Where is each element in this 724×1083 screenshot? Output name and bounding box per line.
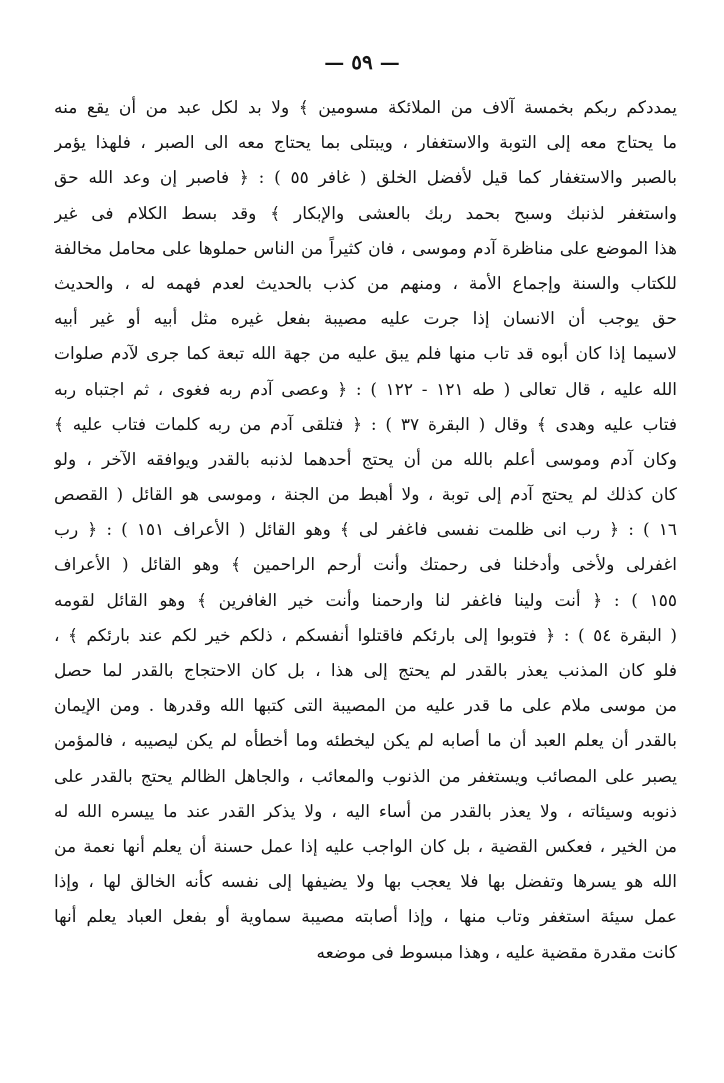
text-line: كان كذلك لم يحتج آدم إلى توبة ، ولا أهبط من الجنة ، وموسى هو القائل ( القصص bbox=[54, 485, 677, 506]
text-line: فتاب عليه وهدى ﴾ وقال ( البقرة ٣٧ ) : ﴿ فتلقى آدم من ربه كلمات فتاب عليه ﴾ bbox=[54, 414, 677, 435]
text-line: ذنوبه وسيئاته ، ولا يعذر بالقدر من أساء اليه ، ولا يذكر القدر عند ما ييسره الله له bbox=[54, 801, 677, 822]
text-line: يصبر على المصائب ويستغفر من الذنوب والمعائب ، والجاهل الظالم يحتج بالقدر على bbox=[54, 766, 677, 787]
text-line: ١٦ ) : ﴿ رب انى ظلمت نفسى فاغفر لى ﴾ وهو القائل ( الأعراف ١٥١ ) : ﴿ رب bbox=[54, 520, 677, 541]
text-line: وكان آدم وموسى أعلم بالله من أن يحتج أحدهما لذنبه بالقدر ويوافقه الآخر ، ولو bbox=[54, 449, 677, 470]
text-line: من موسى ملام على ما قدر عليه من المصيبة التى كتبها الله وقدرها . ومن الإيمان bbox=[54, 696, 677, 717]
page-number: — ٥٩ — bbox=[324, 50, 400, 74]
text-line: لاسيما إذا كان أبوه قد تاب منها فلم يبق عليه من جهة الله تبعة كما جرى لآدم صلوات bbox=[54, 344, 677, 365]
text-line: بالقدر أن يعلم العبد أن ما أصابه لم يكن ليخطئه وما أخطأه لم يكن ليصيبه ، فالمؤمن bbox=[54, 731, 677, 752]
text-line: للكتاب والسنة وإجماع الأمة ، ومنهم من كذب بالحديث لعدم فهمه له ، والحديث bbox=[54, 273, 677, 294]
text-line: اغفرلى ولأخى وأدخلنا فى رحمتك وأنت أرحم الراحمين ﴾ وهو القائل ( الأعراف bbox=[54, 555, 677, 576]
text-line: ١٥٥ ) : ﴿ أنت ولينا فاغفر لنا وارحمنا وأنت خير الغافرين ﴾ وهو القائل لقومه bbox=[54, 590, 677, 611]
text-line: واستغفر لذنبك وسبح بحمد ربك بالعشى والإبكار ﴾ وقد بسط الكلام فى غير bbox=[54, 203, 677, 224]
text-line: الله عليه ، قال تعالى ( طه ١٢١ - ١٢٢ ) : ﴿ وعصى آدم ربه فغوى ، ثم اجتباه ربه bbox=[54, 379, 677, 400]
text-line: من الخير ، فعكس القضية ، بل كان الواجب عليه إذا عمل حسنة أن يعلم أنها نعمة من bbox=[54, 836, 677, 857]
text-line: فلو كان المذنب يعذر بالقدر لم يحتج إلى هذا ، بل كان الاحتجاج بالقدر لما حصل bbox=[54, 661, 677, 681]
text-line: ما يحتاج معه إلى التوبة والاستغفار ، ويبتلى بما يحتاج معه الى الصبر ، فلهذا يؤمر bbox=[54, 133, 677, 154]
text-line: بالصبر والاستغفار كما قيل لأفضل الخلق ( غافر ٥٥ ) : ﴿ فاصبر إن وعد الله حق bbox=[54, 168, 677, 189]
text-line: يمددكم ربكم بخمسة آلاف من الملائكة مسومين ﴾ ولا بد لكل عبد من أن يقع منه bbox=[54, 98, 677, 118]
text-line: هذا الموضع على مناظرة آدم وموسى ، فان كثيراً من الناس حملوها على محامل مخالفة bbox=[54, 238, 677, 259]
body-text bbox=[54, 91, 677, 971]
text-line: حق يوجب أن الانسان إذا جرت عليه مصيبة بفعل غيره مثل أبيه أو غير أبيه bbox=[54, 309, 677, 330]
text-line: الله هو يسرها وتفضل بها فلا يعجب بها ولا يضيفها إلى نفسه كأنه الخالق لها ، وإذا bbox=[54, 872, 677, 893]
text-line: عمل سيئة استغفر وتاب منها ، وإذا أصابته مصيبة سماوية أو بفعل العباد يعلم أنها bbox=[54, 907, 677, 928]
text-line: كانت مقدرة مقضية عليه ، وهذا مبسوط فى موضعه bbox=[316, 942, 677, 963]
text-line: ( البقرة ٥٤ ) : ﴿ فتوبوا إلى بارئكم فاقتلوا أنفسكم ، ذلكم خير لكم عند بارئكم ﴾ ، bbox=[54, 625, 677, 646]
